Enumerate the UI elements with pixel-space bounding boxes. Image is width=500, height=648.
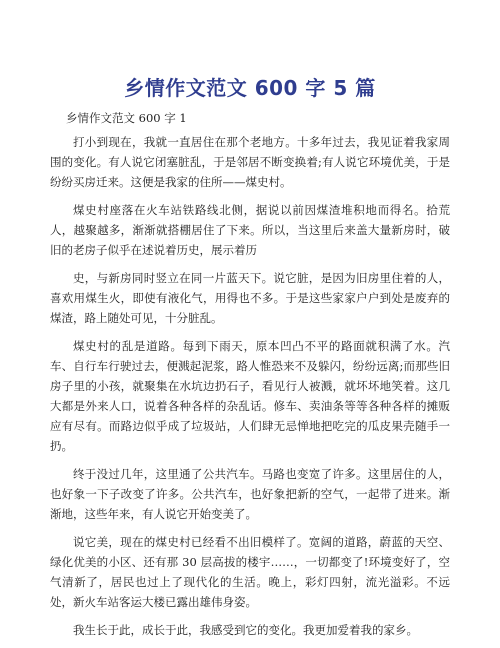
paragraph-1: 打小到现在，我就一直居住在那个老地方。十多年过去，我见证着我家周围的变化。有人说它闭塞脏乱，于是邻居不断变换着;有人说它环境优美，于是纷纷买房迁来。这便是我家的住所——煤史村。 [50,135,450,189]
paragraph-4: 煤史村的乱是道路。每到下雨天，原本凹凸不平的路面就积满了水。汽车、自行车行驶过去，便溅起泥浆，路人惟恐来不及躲闪，纷纷远离;而那些旧房子里的小孩，就聚集在水坑边扔石子，看见行人被溅，就坏坏地笑着。这几大都是外来人口，说着各种各样的杂乱话。修车、卖油条等等各种各样的摊贩应有尽有。而路边似乎成了垃圾站，人们肆无忌惮地把吃完的瓜皮果壳随手一扔。 [50,339,450,453]
document-body [50,132,450,648]
document-subtitle: 乡情作文范文 600 字 1 [66,111,187,125]
document-title: 乡情作文范文 600 字 5 篇 [124,76,376,100]
paragraph-2: 煤史村座落在火车站铁路线北侧，据说以前因煤渣堆积地而得名。拾荒人，越聚越多，渐渐就搭棚居住了下来。所以，当这里后来盖大量新房时，破旧的老房子似乎在述说着历史，展示着历 [50,203,450,257]
paragraph-3: 史，与新房同时竖立在同一片蓝天下。说它脏，是因为旧房里住着的人，喜欢用煤生火，即使有液化气，用得也不多。于是这些家家户户到处是废弃的煤渣，路上随处可见，十分脏乱。 [50,271,450,325]
paragraph-7: 我生长于此，成长于此，我感受到它的变化。我更加爱着我的家乡。 [73,623,418,637]
paragraph-5: 终于没过几年，这里通了公共汽车。马路也变宽了许多。这里居住的人，也好象一下子改变了许多。公共汽车，也好象把新的空气，一起带了进来。渐渐地，这些年来，有人说它开始变美了。 [50,467,450,521]
paragraph-6: 说它美，现在的煤史村已经看不出旧模样了。宽阔的道路，蔚蓝的天空、绿化优美的小区、还有那 30 层高拔的楼宇……，一切都变了!环境变好了，空气清新了，居民也过上了现代化的生活。晚上，彩灯四射，流光溢彩。不远处，新火车站客运大楼已露出雄伟身姿。 [50,535,450,609]
